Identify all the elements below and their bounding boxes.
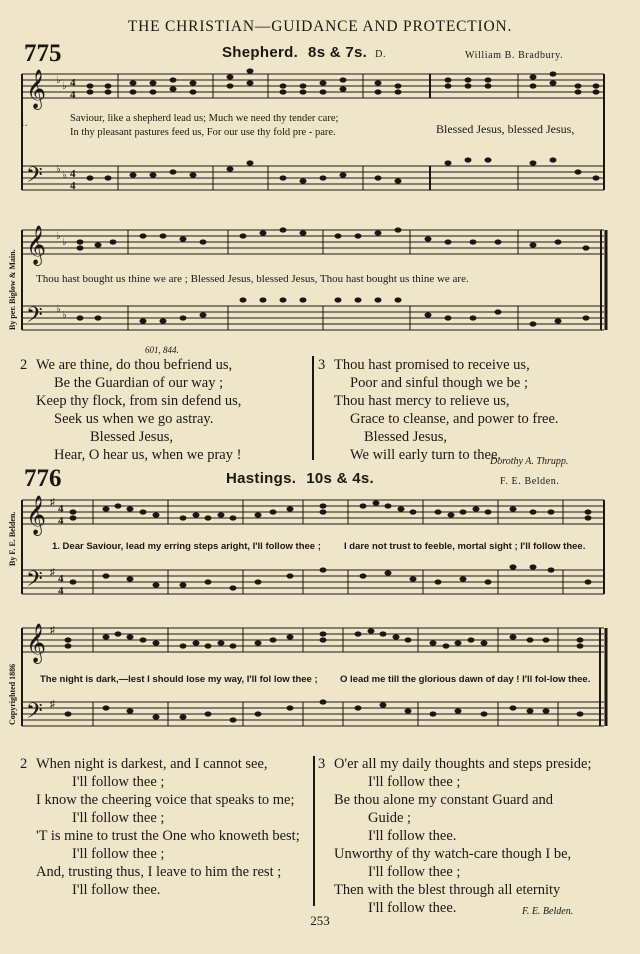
verse-line: When night is darkest, and I cannot see, (36, 756, 268, 772)
verse-line: Be thou alone my constant Guard and (334, 792, 554, 808)
verse-line: Unworthy of thy watch-care though I be, (334, 846, 572, 862)
verse-line: Keep thy flock, from sin defend us, (36, 393, 242, 409)
svg-text:♭: ♭ (62, 170, 67, 181)
verse-line: I'll follow thee ; (368, 774, 461, 790)
verse-line: Blessed Jesus, (90, 429, 173, 445)
music-score-system (18, 488, 610, 623)
verse-line: Blessed Jesus, (364, 429, 447, 445)
svg-text:𝄞: 𝄞 (26, 227, 47, 264)
verse-block (334, 755, 592, 917)
verse-line: We are thine, do thou befriend us, (36, 357, 233, 373)
verse-block (334, 356, 559, 464)
column-divider (313, 756, 315, 906)
verse-line: Hear, O hear us, when we pray ! (54, 447, 242, 463)
svg-text:𝄞: 𝄞 (26, 497, 47, 534)
svg-text:♭: ♭ (56, 164, 61, 175)
verse-line: And, trusting thus, I leave to him the rest ; (36, 864, 282, 880)
svg-text:4: 4 (58, 573, 64, 585)
meter: 10s & 4s. (306, 470, 374, 487)
verse-number: 2 (20, 756, 28, 772)
svg-text:4: 4 (70, 89, 76, 101)
copyright-credit: By per. Biglow & Main. (8, 249, 17, 330)
svg-text:♯: ♯ (50, 625, 55, 636)
verse-line: O'er all my daily thoughts and steps preside; (334, 756, 592, 772)
lyric-line: 1. Dear Saviour, lead my erring steps aright, I'll follow thee ; (52, 541, 321, 552)
verse-number: 3 (318, 357, 326, 373)
verse-line: Grace to cleanse, and power to free. (350, 411, 559, 427)
tune-heading (226, 470, 374, 488)
tune-heading (222, 44, 386, 62)
verse-number: 2 (20, 357, 28, 373)
svg-text:𝄢: 𝄢 (26, 303, 43, 332)
lyric-refrain: Blessed Jesus, blessed Jesus, (436, 122, 575, 136)
svg-text:4: 4 (70, 180, 76, 192)
verse-line: Thou hast promised to receive us, (334, 357, 530, 373)
svg-text:♯: ♯ (50, 567, 55, 578)
lyric-line: In thy pleasant pastures feed us, For our use thy fold pre - pare. (70, 127, 336, 138)
svg-text:♭: ♭ (62, 310, 67, 321)
verse-line: We will early turn to thee. (350, 447, 502, 463)
svg-text:4: 4 (70, 168, 76, 180)
page-number: 253 (310, 913, 330, 928)
verse-line: I know the cheering voice that speaks to me; (36, 792, 295, 808)
svg-text:♭: ♭ (56, 75, 61, 86)
verse-line: I'll follow thee. (368, 828, 457, 844)
svg-text:4: 4 (58, 585, 64, 597)
page-title: THE CHRISTIAN—GUIDANCE AND PROTECTION. (127, 18, 513, 35)
svg-text:♭: ♭ (62, 81, 67, 92)
verse-line: I'll follow thee ; (368, 864, 461, 880)
verse-line: Seek us when we go astray. (54, 411, 214, 427)
author-credit: F. E. Belden. (522, 906, 574, 917)
lyric-line: I dare not trust to feeble, mortal sight ; I'll follow thee. (344, 541, 586, 552)
verse-line: I'll follow thee. (72, 882, 161, 898)
verse-number: 3 (318, 756, 326, 772)
svg-text:♯: ♯ (50, 699, 55, 710)
svg-text:4: 4 (58, 515, 64, 527)
column-divider (312, 356, 314, 460)
svg-text:♭: ♭ (62, 237, 67, 248)
svg-text:♭: ♭ (56, 304, 61, 315)
verse-line: Then with the blest through all eternity (334, 882, 561, 898)
verse-line: I'll follow thee ; (72, 846, 165, 862)
music-score-system (18, 620, 610, 750)
meter: 8s & 7s. (308, 44, 368, 61)
author-credit: Dorothy A. Thrupp. (490, 456, 569, 467)
verse-line: I'll follow thee. (368, 900, 457, 916)
lyric-line: The night is dark,—lest I should lose my way, I'll fol low thee ; (40, 674, 318, 685)
svg-text:♭: ♭ (56, 231, 61, 242)
hymn-number: 775 (24, 40, 62, 67)
svg-text:𝄞: 𝄞 (26, 625, 47, 662)
svg-text:𝄞: 𝄞 (26, 71, 47, 108)
svg-text:4: 4 (70, 77, 76, 89)
verse-line: Poor and sinful though we be ; (350, 375, 529, 391)
lyric-line: Saviour, like a shepherd lead us; Much we need thy tender care; (70, 113, 339, 124)
svg-text:𝄢: 𝄢 (26, 567, 43, 596)
lyric-line: Thou hast bought us thine we are ; Blessed Jesus, blessed Jesus, Thou hast bought us thine we are. (36, 273, 469, 285)
verse-line: 'T is mine to trust the One who knoweth best; (36, 828, 300, 844)
svg-text:♯: ♯ (50, 497, 55, 508)
tune-name: Hastings. (226, 470, 297, 487)
verse-line: Thou hast mercy to relieve us, (334, 393, 510, 409)
tune-name: Shepherd. (222, 44, 299, 61)
verse-block (36, 755, 300, 899)
cross-reference: 601, 844. (145, 345, 179, 355)
svg-text:4: 4 (58, 503, 64, 515)
verse-block (36, 356, 241, 464)
copyright-date: Copyrighted 1886 (8, 663, 17, 725)
svg-text:𝄢: 𝄢 (26, 699, 43, 728)
verse-line: Guide ; (368, 810, 412, 826)
svg-text:𝄢: 𝄢 (26, 163, 43, 192)
composer-credit: William B. Bradbury. (465, 50, 564, 61)
composer-credit: F. E. Belden. (500, 476, 560, 487)
verse-line: I'll follow thee ; (72, 774, 165, 790)
lyric-line: O lead me till the glorious dawn of day ! I'll fol-low thee. (340, 674, 591, 685)
verse-line: I'll follow thee ; (72, 810, 165, 826)
meter-suffix: D. (375, 49, 387, 60)
copyright-credit: By F. E. Belden. (8, 511, 17, 566)
hymn-number: 776 (24, 465, 62, 492)
verse-number: 1. (20, 118, 28, 129)
verse-line: Be the Guardian of our way ; (54, 375, 224, 391)
